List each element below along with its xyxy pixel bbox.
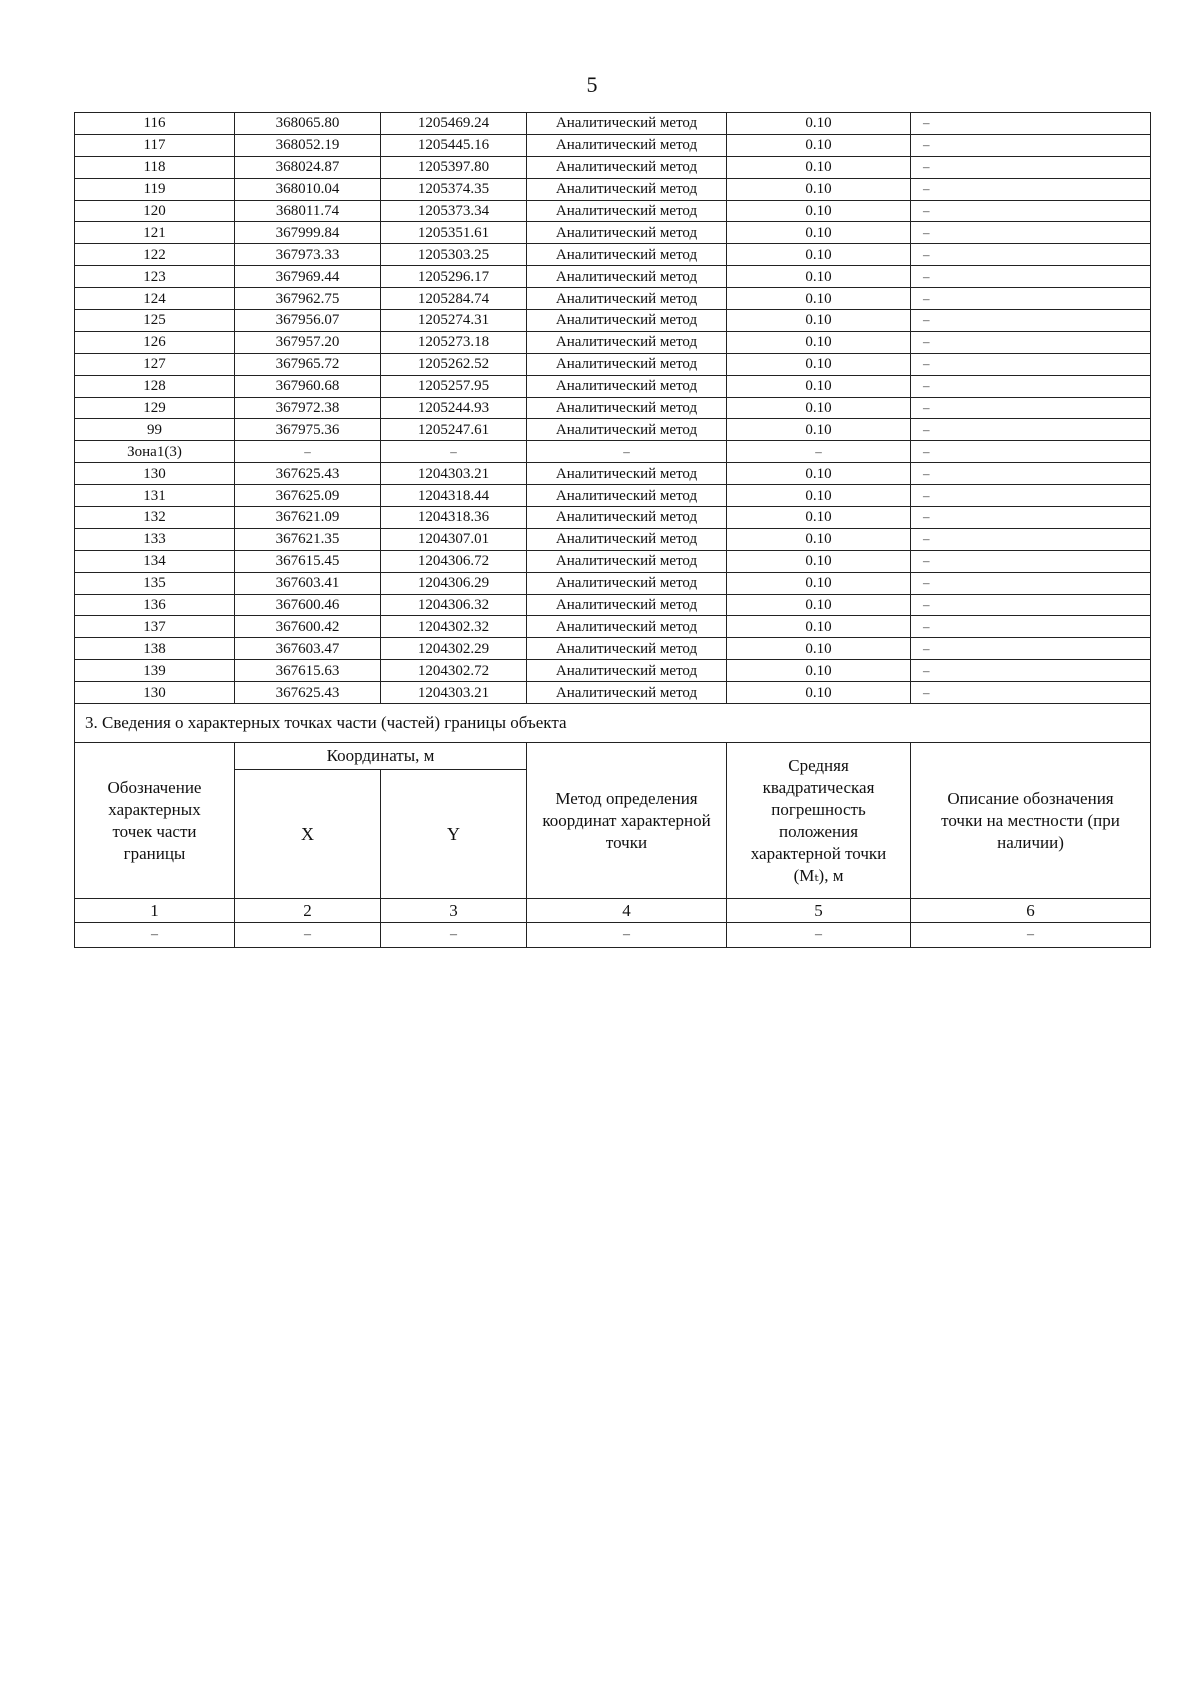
point-id-cell: 134 <box>75 550 235 572</box>
method-cell: Аналитический метод <box>527 507 727 529</box>
y-coordinate-cell: 1204302.72 <box>381 660 527 682</box>
method-cell: Аналитический метод <box>527 638 727 660</box>
column-number: 6 <box>911 899 1151 923</box>
boundary-points-table <box>74 112 1151 742</box>
table-row <box>75 660 1151 682</box>
header-method: Метод определения координат характерной точки <box>527 743 727 899</box>
part-boundary-table <box>74 742 1151 948</box>
point-id-cell: 135 <box>75 572 235 594</box>
point-id-cell: 131 <box>75 485 235 507</box>
y-coordinate-cell: 1205397.80 <box>381 156 527 178</box>
description-cell: – <box>911 638 1151 660</box>
description-cell: – <box>911 485 1151 507</box>
x-coordinate-cell: 367975.36 <box>235 419 381 441</box>
error-cell: 0.10 <box>727 507 911 529</box>
description-cell: – <box>911 222 1151 244</box>
method-cell: Аналитический метод <box>527 682 727 704</box>
section-3 <box>75 704 1151 743</box>
y-coordinate-cell: 1205273.18 <box>381 331 527 353</box>
description-cell: – <box>911 156 1151 178</box>
point-id-cell: 128 <box>75 375 235 397</box>
y-coordinate-cell: 1204318.44 <box>381 485 527 507</box>
error-cell: 0.10 <box>727 638 911 660</box>
error-cell: 0.10 <box>727 266 911 288</box>
description-cell: – <box>911 310 1151 332</box>
method-cell: Аналитический метод <box>527 178 727 200</box>
table-row <box>75 594 1151 616</box>
method-cell: Аналитический метод <box>527 616 727 638</box>
point-id-cell: 99 <box>75 419 235 441</box>
column-number: 4 <box>527 899 727 923</box>
y-coordinate-cell: 1205262.52 <box>381 353 527 375</box>
method-cell: Аналитический метод <box>527 288 727 310</box>
point-id-cell: 139 <box>75 660 235 682</box>
x-coordinate-cell: 367973.33 <box>235 244 381 266</box>
table-row <box>75 682 1151 704</box>
error-cell: 0.10 <box>727 550 911 572</box>
error-cell: 0.10 <box>727 463 911 485</box>
y-coordinate-cell: 1205257.95 <box>381 375 527 397</box>
description-cell: – <box>911 397 1151 419</box>
description-cell: – <box>911 113 1151 135</box>
document-body <box>74 112 1150 948</box>
error-cell: 0.10 <box>727 222 911 244</box>
y-coordinate-cell: 1205445.16 <box>381 134 527 156</box>
point-id-cell: 117 <box>75 134 235 156</box>
table-row <box>75 244 1151 266</box>
x-coordinate-cell: 368010.04 <box>235 178 381 200</box>
table-row <box>75 178 1151 200</box>
description-cell: – <box>911 134 1151 156</box>
method-cell: Аналитический метод <box>527 310 727 332</box>
y-coordinate-cell: – <box>381 441 527 463</box>
table-row <box>75 222 1151 244</box>
point-id-cell: 138 <box>75 638 235 660</box>
description-cell: – <box>911 463 1151 485</box>
x-coordinate-cell: 367969.44 <box>235 266 381 288</box>
x-coordinate-cell: 367615.63 <box>235 660 381 682</box>
y-coordinate-cell: 1205469.24 <box>381 113 527 135</box>
x-coordinate-cell: 367962.75 <box>235 288 381 310</box>
y-coordinate-cell: 1205284.74 <box>381 288 527 310</box>
x-coordinate-cell: 367957.20 <box>235 331 381 353</box>
method-cell: Аналитический метод <box>527 222 727 244</box>
description-cell: – <box>911 288 1151 310</box>
x-coordinate-cell: – <box>235 441 381 463</box>
description-cell: – <box>911 660 1151 682</box>
y-coordinate-cell: 1204307.01 <box>381 528 527 550</box>
table-row <box>75 616 1151 638</box>
y-coordinate-cell: 1204306.32 <box>381 594 527 616</box>
description-cell: – <box>911 682 1151 704</box>
x-coordinate-cell: 368065.80 <box>235 113 381 135</box>
y-coordinate-cell: 1205296.17 <box>381 266 527 288</box>
point-id-cell: 130 <box>75 463 235 485</box>
error-cell: 0.10 <box>727 134 911 156</box>
table-row <box>75 331 1151 353</box>
description-cell: – <box>911 331 1151 353</box>
description-cell: – <box>911 594 1151 616</box>
column-number: 2 <box>235 899 381 923</box>
error-cell: – <box>727 441 911 463</box>
y-coordinate-cell: 1204306.72 <box>381 550 527 572</box>
point-id-cell: 122 <box>75 244 235 266</box>
description-cell: – <box>911 616 1151 638</box>
empty-cell: – <box>75 923 235 948</box>
point-id-cell: 132 <box>75 507 235 529</box>
description-cell: – <box>911 572 1151 594</box>
table-row <box>75 288 1151 310</box>
empty-data-row <box>75 923 1151 948</box>
method-cell: Аналитический метод <box>527 331 727 353</box>
method-cell: Аналитический метод <box>527 200 727 222</box>
method-cell: Аналитический метод <box>527 660 727 682</box>
table-row <box>75 550 1151 572</box>
table-row <box>75 113 1151 135</box>
header-error: Средняя квадратическая погрешность положения характерной точки (Mₜ), м <box>727 743 911 899</box>
method-cell: Аналитический метод <box>527 550 727 572</box>
description-cell: – <box>911 200 1151 222</box>
coordinates-rows <box>75 113 1151 704</box>
error-cell: 0.10 <box>727 244 911 266</box>
description-cell: – <box>911 550 1151 572</box>
error-cell: 0.10 <box>727 113 911 135</box>
y-coordinate-cell: 1205373.34 <box>381 200 527 222</box>
x-coordinate-cell: 367600.42 <box>235 616 381 638</box>
error-cell: 0.10 <box>727 660 911 682</box>
x-coordinate-cell: 367999.84 <box>235 222 381 244</box>
x-coordinate-cell: 367956.07 <box>235 310 381 332</box>
header-description: Описание обозначения точки на местности (при наличии) <box>911 743 1151 899</box>
point-id-cell: 137 <box>75 616 235 638</box>
error-cell: 0.10 <box>727 200 911 222</box>
table-row <box>75 419 1151 441</box>
point-id-cell: 127 <box>75 353 235 375</box>
description-cell: – <box>911 178 1151 200</box>
x-coordinate-cell: 367625.43 <box>235 682 381 704</box>
y-coordinate-cell: 1204303.21 <box>381 682 527 704</box>
error-cell: 0.10 <box>727 419 911 441</box>
table-row <box>75 441 1151 463</box>
empty-cell: – <box>911 923 1151 948</box>
description-cell: – <box>911 353 1151 375</box>
method-cell: Аналитический метод <box>527 528 727 550</box>
method-cell: Аналитический метод <box>527 594 727 616</box>
column-number: 5 <box>727 899 911 923</box>
error-cell: 0.10 <box>727 594 911 616</box>
table-row <box>75 310 1151 332</box>
table-row <box>75 375 1151 397</box>
error-cell: 0.10 <box>727 288 911 310</box>
description-cell: – <box>911 441 1151 463</box>
x-coordinate-cell: 368011.74 <box>235 200 381 222</box>
empty-cell: – <box>727 923 911 948</box>
error-cell: 0.10 <box>727 375 911 397</box>
method-cell: – <box>527 441 727 463</box>
error-cell: 0.10 <box>727 485 911 507</box>
x-coordinate-cell: 367965.72 <box>235 353 381 375</box>
column-number: 1 <box>75 899 235 923</box>
x-coordinate-cell: 368024.87 <box>235 156 381 178</box>
method-cell: Аналитический метод <box>527 485 727 507</box>
x-coordinate-cell: 367621.09 <box>235 507 381 529</box>
point-id-cell: 119 <box>75 178 235 200</box>
table-row <box>75 397 1151 419</box>
method-cell: Аналитический метод <box>527 244 727 266</box>
error-cell: 0.10 <box>727 397 911 419</box>
table-row <box>75 353 1151 375</box>
column-number: 3 <box>381 899 527 923</box>
description-cell: – <box>911 419 1151 441</box>
description-cell: – <box>911 375 1151 397</box>
point-id-cell: 130 <box>75 682 235 704</box>
x-coordinate-cell: 367603.41 <box>235 572 381 594</box>
table-row <box>75 485 1151 507</box>
point-id-cell: 133 <box>75 528 235 550</box>
y-coordinate-cell: 1205351.61 <box>381 222 527 244</box>
x-coordinate-cell: 367600.46 <box>235 594 381 616</box>
y-coordinate-cell: 1205374.35 <box>381 178 527 200</box>
y-coordinate-cell: 1204318.36 <box>381 507 527 529</box>
empty-cell: – <box>527 923 727 948</box>
header-coordinates: Координаты, м <box>235 743 527 770</box>
point-id-cell: 125 <box>75 310 235 332</box>
method-cell: Аналитический метод <box>527 375 727 397</box>
y-coordinate-cell: 1204302.32 <box>381 616 527 638</box>
x-coordinate-cell: 367621.35 <box>235 528 381 550</box>
method-cell: Аналитический метод <box>527 113 727 135</box>
header-row-1 <box>75 743 1151 770</box>
x-coordinate-cell: 368052.19 <box>235 134 381 156</box>
y-coordinate-cell: 1204303.21 <box>381 463 527 485</box>
error-cell: 0.10 <box>727 331 911 353</box>
error-cell: 0.10 <box>727 310 911 332</box>
description-cell: – <box>911 244 1151 266</box>
table-row <box>75 638 1151 660</box>
y-coordinate-cell: 1205244.93 <box>381 397 527 419</box>
header-point-designation: Обозначение характерных точек части границы <box>75 743 235 899</box>
table-row <box>75 528 1151 550</box>
table-row <box>75 572 1151 594</box>
empty-cell: – <box>381 923 527 948</box>
column-numbers-row <box>75 899 1151 923</box>
y-coordinate-cell: 1204302.29 <box>381 638 527 660</box>
point-id-cell: Зона1(3) <box>75 441 235 463</box>
x-coordinate-cell: 367625.43 <box>235 463 381 485</box>
point-id-cell: 126 <box>75 331 235 353</box>
method-cell: Аналитический метод <box>527 353 727 375</box>
method-cell: Аналитический метод <box>527 397 727 419</box>
error-cell: 0.10 <box>727 156 911 178</box>
error-cell: 0.10 <box>727 353 911 375</box>
point-id-cell: 118 <box>75 156 235 178</box>
error-cell: 0.10 <box>727 616 911 638</box>
method-cell: Аналитический метод <box>527 463 727 485</box>
table-row <box>75 266 1151 288</box>
point-id-cell: 120 <box>75 200 235 222</box>
point-id-cell: 121 <box>75 222 235 244</box>
description-cell: – <box>911 528 1151 550</box>
table-row <box>75 507 1151 529</box>
header-x: X <box>235 770 381 899</box>
point-id-cell: 124 <box>75 288 235 310</box>
method-cell: Аналитический метод <box>527 134 727 156</box>
y-coordinate-cell: 1205274.31 <box>381 310 527 332</box>
point-id-cell: 116 <box>75 113 235 135</box>
table-row <box>75 156 1151 178</box>
x-coordinate-cell: 367972.38 <box>235 397 381 419</box>
error-cell: 0.10 <box>727 178 911 200</box>
method-cell: Аналитический метод <box>527 266 727 288</box>
x-coordinate-cell: 367615.45 <box>235 550 381 572</box>
section-3-title: 3. Сведения о характерных точках части (частей) границы объекта <box>75 704 1151 743</box>
table-row <box>75 463 1151 485</box>
point-id-cell: 123 <box>75 266 235 288</box>
description-cell: – <box>911 507 1151 529</box>
header-y: Y <box>381 770 527 899</box>
method-cell: Аналитический метод <box>527 572 727 594</box>
table-row <box>75 134 1151 156</box>
y-coordinate-cell: 1204306.29 <box>381 572 527 594</box>
x-coordinate-cell: 367603.47 <box>235 638 381 660</box>
method-cell: Аналитический метод <box>527 419 727 441</box>
point-id-cell: 129 <box>75 397 235 419</box>
method-cell: Аналитический метод <box>527 156 727 178</box>
table-row <box>75 200 1151 222</box>
x-coordinate-cell: 367625.09 <box>235 485 381 507</box>
error-cell: 0.10 <box>727 572 911 594</box>
point-id-cell: 136 <box>75 594 235 616</box>
section-3-title-row <box>75 704 1151 743</box>
page-number: 5 <box>586 72 598 97</box>
y-coordinate-cell: 1205303.25 <box>381 244 527 266</box>
empty-cell: – <box>235 923 381 948</box>
error-cell: 0.10 <box>727 528 911 550</box>
x-coordinate-cell: 367960.68 <box>235 375 381 397</box>
error-cell: 0.10 <box>727 682 911 704</box>
description-cell: – <box>911 266 1151 288</box>
y-coordinate-cell: 1205247.61 <box>381 419 527 441</box>
